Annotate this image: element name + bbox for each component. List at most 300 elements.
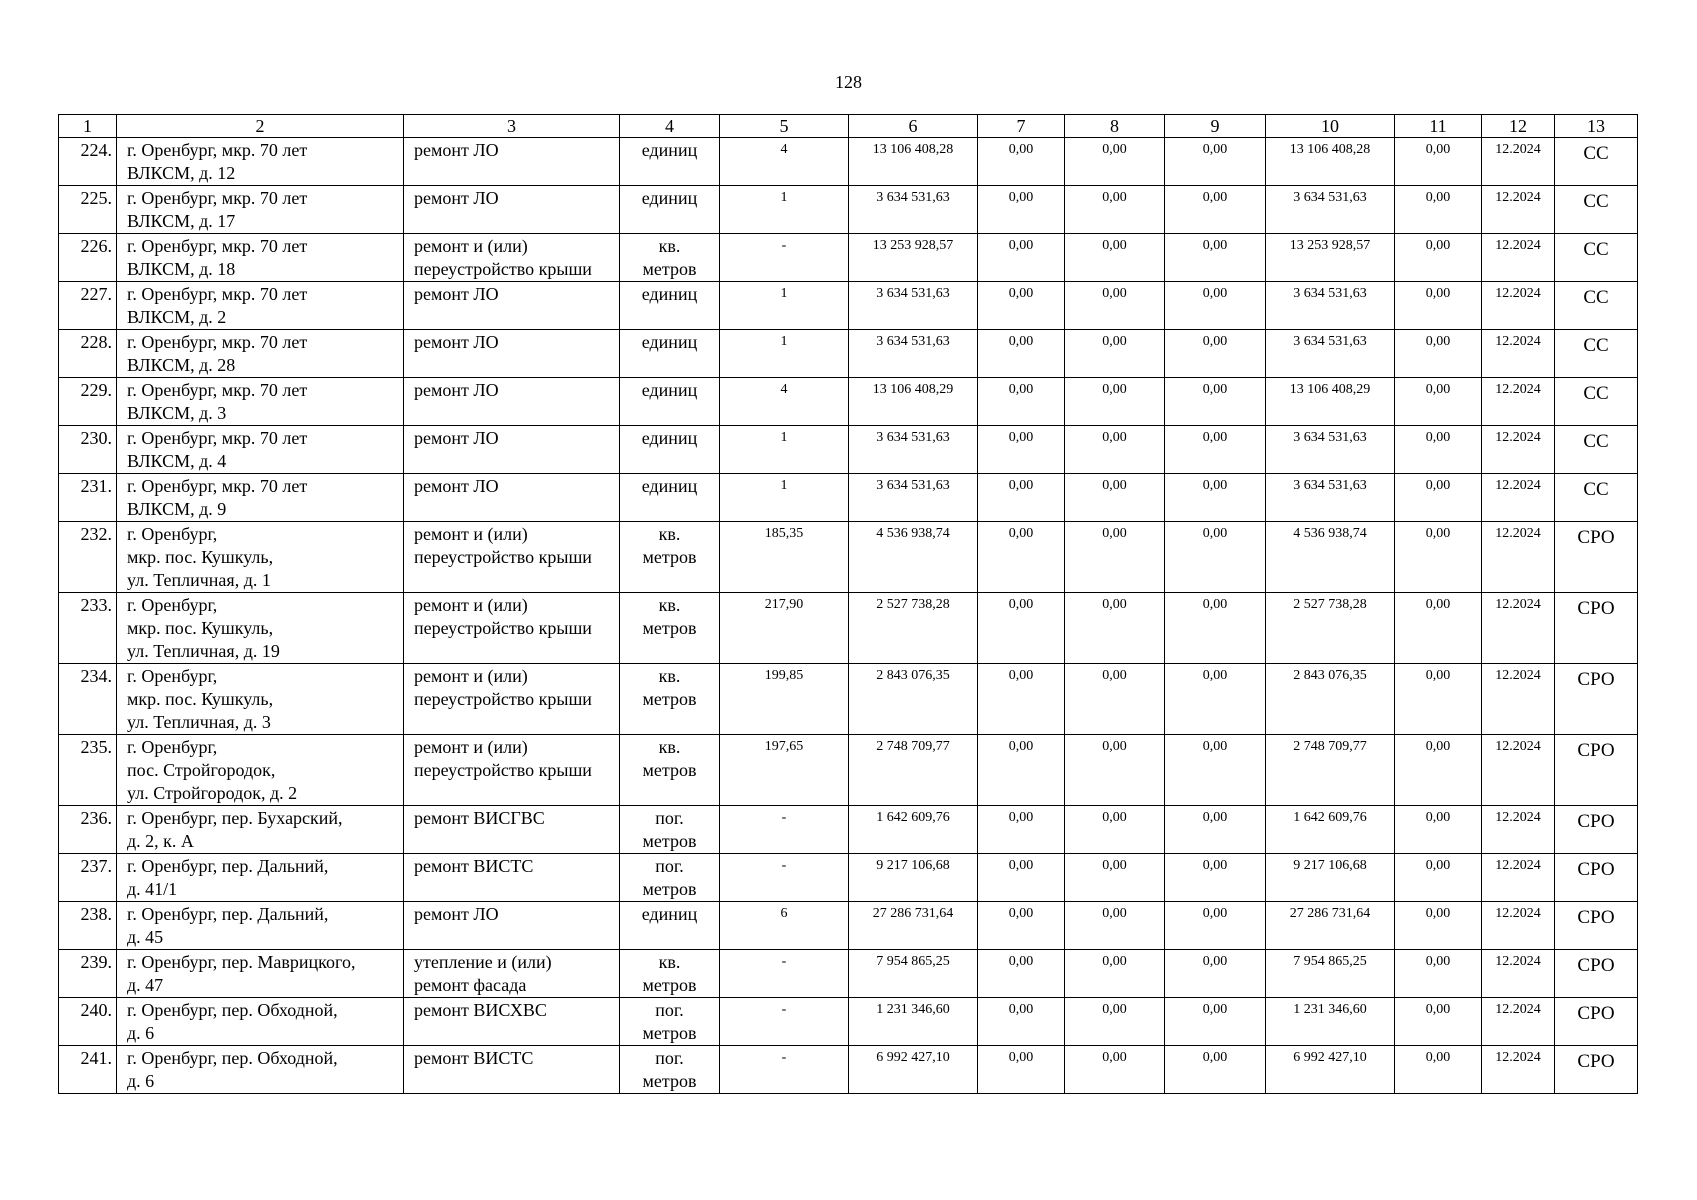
address-cell-line: г. Оренбург, мкр. 70 лет [127,332,308,352]
col11-cell: 0,00 [1395,593,1482,664]
address-cell-line: ВЛКСМ, д. 17 [127,211,236,231]
address-cell [117,593,404,664]
col11-cell: 0,00 [1395,806,1482,854]
work-type-cell-line: ремонт и (или) [414,236,528,256]
work-type-cell [404,522,620,593]
table-row [59,378,1638,426]
col8-cell: 0,00 [1065,474,1165,522]
col8-cell: 0,00 [1065,593,1165,664]
method-cell: СРО [1555,806,1638,854]
col9-cell: 0,00 [1165,902,1266,950]
work-type-cell [404,664,620,735]
deadline-cell: 12.2024 [1482,664,1555,735]
col7-cell: 0,00 [978,282,1065,330]
work-type-cell [404,902,620,950]
col9-cell: 0,00 [1165,998,1266,1046]
unit-cell-line: единиц [641,332,698,352]
col8-cell: 0,00 [1065,186,1165,234]
col10-cell: 9 217 106,68 [1266,854,1395,902]
address-cell-line: г. Оренбург, пер. Обходной, [127,1048,338,1068]
unit-cell-line: кв. [658,236,681,256]
work-type-cell-line: ремонт ЛО [414,428,499,448]
table-row [59,138,1638,186]
col11-cell: 0,00 [1395,902,1482,950]
col9-cell: 0,00 [1165,854,1266,902]
cost-cell: 3 634 531,63 [849,282,978,330]
unit-cell [620,664,720,735]
address-cell-line: г. Оренбург, [127,666,218,686]
header-cell: 4 [620,115,720,138]
method-cell: СС [1555,186,1638,234]
cost-cell: 3 634 531,63 [849,426,978,474]
table-row [59,854,1638,902]
col8-cell: 0,00 [1065,950,1165,998]
unit-cell-line: единиц [641,380,698,400]
page-number: 128 [835,72,862,92]
deadline-cell: 12.2024 [1482,330,1555,378]
address-cell-line: г. Оренбург, пер. Маврицкого, [127,952,356,972]
header-cell: 1 [59,115,117,138]
unit-cell [620,735,720,806]
work-type-cell-line: ремонт ЛО [414,380,499,400]
work-type-cell-line: ремонт и (или) [414,666,528,686]
col10-cell: 2 527 738,28 [1266,593,1395,664]
col7-cell: 0,00 [978,806,1065,854]
method-cell: СРО [1555,735,1638,806]
table-row [59,806,1638,854]
cost-cell: 13 106 408,29 [849,378,978,426]
row-number: 236. [59,806,117,854]
address-cell [117,1046,404,1094]
col8-cell: 0,00 [1065,1046,1165,1094]
address-cell-line: д. 41/1 [127,879,178,899]
method-cell: СС [1555,426,1638,474]
col11-cell: 0,00 [1395,474,1482,522]
unit-cell [620,1046,720,1094]
col11-cell: 0,00 [1395,186,1482,234]
unit-cell-line: пог. [655,808,684,828]
unit-cell [620,378,720,426]
col10-cell: 2 748 709,77 [1266,735,1395,806]
unit-cell-line: кв. [658,952,681,972]
cost-cell: 9 217 106,68 [849,854,978,902]
col8-cell: 0,00 [1065,138,1165,186]
deadline-cell: 12.2024 [1482,426,1555,474]
col11-cell: 0,00 [1395,950,1482,998]
table-row [59,735,1638,806]
col11-cell: 0,00 [1395,282,1482,330]
cost-cell: 3 634 531,63 [849,474,978,522]
address-cell-line: пос. Стройгородок, [127,760,276,780]
deadline-cell: 12.2024 [1482,378,1555,426]
col7-cell: 0,00 [978,426,1065,474]
col9-cell: 0,00 [1165,806,1266,854]
row-number: 241. [59,1046,117,1094]
method-cell: СРО [1555,998,1638,1046]
cost-cell: 13 253 928,57 [849,234,978,282]
work-type-cell [404,282,620,330]
cost-cell: 1 231 346,60 [849,998,978,1046]
address-cell-line: д. 45 [127,927,164,947]
address-cell-line: ВЛКСМ, д. 12 [127,163,236,183]
table-row [59,282,1638,330]
col7-cell: 0,00 [978,234,1065,282]
unit-cell [620,330,720,378]
quantity-cell: 1 [720,474,849,522]
unit-cell-line: кв. [658,595,681,615]
table-row [59,234,1638,282]
unit-cell-line: кв. [658,737,681,757]
quantity-cell: 4 [720,378,849,426]
cost-cell: 2 843 076,35 [849,664,978,735]
quantity-cell: 1 [720,282,849,330]
work-type-cell-line: ремонт ВИСГВС [414,808,545,828]
col10-cell: 4 536 938,74 [1266,522,1395,593]
cost-cell: 7 954 865,25 [849,950,978,998]
work-type-cell-line: ремонт ЛО [414,332,499,352]
table-row [59,186,1638,234]
address-cell-line: г. Оренбург, мкр. 70 лет [127,380,308,400]
row-number: 239. [59,950,117,998]
address-cell-line: г. Оренбург, мкр. 70 лет [127,284,308,304]
cost-cell: 3 634 531,63 [849,330,978,378]
col11-cell: 0,00 [1395,522,1482,593]
col9-cell: 0,00 [1165,186,1266,234]
method-cell: СС [1555,330,1638,378]
row-number: 226. [59,234,117,282]
unit-cell-line: единиц [641,284,698,304]
col8-cell: 0,00 [1065,234,1165,282]
col11-cell: 0,00 [1395,998,1482,1046]
address-cell [117,330,404,378]
cost-cell: 6 992 427,10 [849,1046,978,1094]
col10-cell: 3 634 531,63 [1266,474,1395,522]
unit-cell [620,282,720,330]
work-type-cell-line: ремонт фасада [414,975,527,995]
row-number: 233. [59,593,117,664]
address-cell-line: г. Оренбург, мкр. 70 лет [127,476,308,496]
address-cell-line: г. Оренбург, [127,524,218,544]
table-row [59,998,1638,1046]
unit-cell [620,902,720,950]
col9-cell: 0,00 [1165,330,1266,378]
col10-cell: 27 286 731,64 [1266,902,1395,950]
row-number: 229. [59,378,117,426]
col11-cell: 0,00 [1395,330,1482,378]
quantity-cell: - [720,998,849,1046]
deadline-cell: 12.2024 [1482,522,1555,593]
work-type-cell [404,474,620,522]
unit-cell [620,854,720,902]
unit-cell-line: единиц [641,904,698,924]
col8-cell: 0,00 [1065,282,1165,330]
address-cell-line: г. Оренбург, мкр. 70 лет [127,428,308,448]
work-type-cell [404,950,620,998]
col9-cell: 0,00 [1165,138,1266,186]
cost-cell: 2 748 709,77 [849,735,978,806]
address-cell [117,186,404,234]
method-cell: СС [1555,138,1638,186]
row-number: 238. [59,902,117,950]
table-row [59,474,1638,522]
work-type-cell [404,806,620,854]
quantity-cell: - [720,854,849,902]
unit-cell-line: единиц [641,476,698,496]
work-type-cell-line: переустройство крыши [414,259,592,279]
address-cell [117,854,404,902]
unit-cell-line: метров [642,689,697,709]
col7-cell: 0,00 [978,474,1065,522]
unit-cell [620,234,720,282]
method-cell: СС [1555,378,1638,426]
quantity-cell: 1 [720,330,849,378]
deadline-cell: 12.2024 [1482,806,1555,854]
address-cell [117,664,404,735]
deadline-cell: 12.2024 [1482,1046,1555,1094]
col10-cell: 3 634 531,63 [1266,186,1395,234]
address-cell-line: г. Оренбург, [127,737,218,757]
col8-cell: 0,00 [1065,664,1165,735]
quantity-cell: 217,90 [720,593,849,664]
deadline-cell: 12.2024 [1482,234,1555,282]
unit-cell [620,474,720,522]
header-cell: 13 [1555,115,1638,138]
row-number: 232. [59,522,117,593]
method-cell: СРО [1555,1046,1638,1094]
col7-cell: 0,00 [978,998,1065,1046]
col10-cell: 13 106 408,29 [1266,378,1395,426]
unit-cell-line: метров [642,1023,697,1043]
col11-cell: 0,00 [1395,138,1482,186]
address-cell-line: ул. Стройгородок, д. 2 [127,783,298,803]
deadline-cell: 12.2024 [1482,854,1555,902]
unit-cell-line: пог. [655,856,684,876]
address-cell-line: мкр. пос. Кушкуль, [127,689,274,709]
cost-cell: 2 527 738,28 [849,593,978,664]
row-number: 237. [59,854,117,902]
col9-cell: 0,00 [1165,950,1266,998]
deadline-cell: 12.2024 [1482,950,1555,998]
work-type-cell [404,854,620,902]
method-cell: СС [1555,234,1638,282]
unit-cell-line: единиц [641,188,698,208]
address-cell-line: мкр. пос. Кушкуль, [127,618,274,638]
header-cell: 8 [1065,115,1165,138]
address-cell-line: г. Оренбург, мкр. 70 лет [127,188,308,208]
work-type-cell [404,735,620,806]
unit-cell-line: единиц [641,140,698,160]
work-type-cell-line: ремонт и (или) [414,524,528,544]
quantity-cell: 4 [720,138,849,186]
address-cell [117,138,404,186]
address-cell-line: д. 47 [127,975,164,995]
row-number: 228. [59,330,117,378]
col10-cell: 7 954 865,25 [1266,950,1395,998]
unit-cell [620,138,720,186]
deadline-cell: 12.2024 [1482,998,1555,1046]
address-cell [117,282,404,330]
table-row [59,522,1638,593]
row-number: 227. [59,282,117,330]
col10-cell: 3 634 531,63 [1266,426,1395,474]
col10-cell: 6 992 427,10 [1266,1046,1395,1094]
address-cell-line: г. Оренбург, [127,595,218,615]
quantity-cell: - [720,806,849,854]
col9-cell: 0,00 [1165,474,1266,522]
method-cell: СС [1555,282,1638,330]
address-cell-line: ВЛКСМ, д. 18 [127,259,236,279]
col10-cell: 3 634 531,63 [1266,330,1395,378]
cost-cell: 27 286 731,64 [849,902,978,950]
col8-cell: 0,00 [1065,998,1165,1046]
header-row [59,115,1638,138]
deadline-cell: 12.2024 [1482,138,1555,186]
method-cell: СРО [1555,902,1638,950]
method-cell: СРО [1555,593,1638,664]
method-cell: СРО [1555,854,1638,902]
unit-cell-line: метров [642,618,697,638]
col7-cell: 0,00 [978,378,1065,426]
table-row [59,593,1638,664]
unit-cell-line: метров [642,547,697,567]
address-cell-line: д. 2, к. А [127,831,194,851]
unit-cell [620,806,720,854]
col7-cell: 0,00 [978,902,1065,950]
col9-cell: 0,00 [1165,522,1266,593]
cost-cell: 13 106 408,28 [849,138,978,186]
col9-cell: 0,00 [1165,735,1266,806]
address-cell-line: ВЛКСМ, д. 2 [127,307,227,327]
quantity-cell: 6 [720,902,849,950]
cost-cell: 1 642 609,76 [849,806,978,854]
col10-cell: 3 634 531,63 [1266,282,1395,330]
col7-cell: 0,00 [978,522,1065,593]
unit-cell-line: пог. [655,1000,684,1020]
address-cell-line: д. 6 [127,1071,155,1091]
deadline-cell: 12.2024 [1482,282,1555,330]
deadline-cell: 12.2024 [1482,474,1555,522]
col7-cell: 0,00 [978,138,1065,186]
address-cell-line: г. Оренбург, пер. Бухарский, [127,808,343,828]
quantity-cell: 1 [720,186,849,234]
col8-cell: 0,00 [1065,806,1165,854]
table-row [59,330,1638,378]
col8-cell: 0,00 [1065,735,1165,806]
quantity-cell: - [720,234,849,282]
address-cell-line: ул. Тепличная, д. 1 [127,570,271,590]
table-row [59,664,1638,735]
header-cell: 3 [404,115,620,138]
work-type-cell-line: ремонт ЛО [414,476,499,496]
method-cell: СРО [1555,522,1638,593]
work-type-cell-line: ремонт ВИСТС [414,856,534,876]
work-type-cell [404,138,620,186]
address-cell [117,474,404,522]
row-number: 230. [59,426,117,474]
cost-cell: 4 536 938,74 [849,522,978,593]
work-type-cell [404,234,620,282]
quantity-cell: 197,65 [720,735,849,806]
method-cell: СС [1555,474,1638,522]
address-cell [117,902,404,950]
unit-cell-line: метров [642,879,697,899]
address-cell [117,426,404,474]
col11-cell: 0,00 [1395,1046,1482,1094]
unit-cell-line: метров [642,760,697,780]
work-type-cell-line: утепление и (или) [414,952,552,972]
unit-cell-line: метров [642,975,697,995]
col9-cell: 0,00 [1165,593,1266,664]
address-cell-line: г. Оренбург, пер. Дальний, [127,904,329,924]
col11-cell: 0,00 [1395,854,1482,902]
col8-cell: 0,00 [1065,522,1165,593]
col8-cell: 0,00 [1065,902,1165,950]
work-type-cell [404,426,620,474]
method-cell: СРО [1555,664,1638,735]
header-cell: 6 [849,115,978,138]
col7-cell: 0,00 [978,735,1065,806]
table-row [59,902,1638,950]
work-type-cell-line: ремонт ЛО [414,188,499,208]
row-number: 225. [59,186,117,234]
work-type-cell-line: ремонт ВИСХВС [414,1000,547,1020]
works-table [58,114,1638,1094]
col9-cell: 0,00 [1165,1046,1266,1094]
method-cell: СРО [1555,950,1638,998]
col11-cell: 0,00 [1395,426,1482,474]
address-cell [117,806,404,854]
work-type-cell-line: ремонт ЛО [414,904,499,924]
col11-cell: 0,00 [1395,234,1482,282]
row-number: 240. [59,998,117,1046]
table-row [59,950,1638,998]
col8-cell: 0,00 [1065,330,1165,378]
work-type-cell-line: переустройство крыши [414,618,592,638]
col9-cell: 0,00 [1165,378,1266,426]
address-cell [117,735,404,806]
work-type-cell [404,330,620,378]
col9-cell: 0,00 [1165,426,1266,474]
address-cell-line: ВЛКСМ, д. 4 [127,451,227,471]
col9-cell: 0,00 [1165,234,1266,282]
work-type-cell-line: ремонт ЛО [414,140,499,160]
cost-cell: 3 634 531,63 [849,186,978,234]
header-cell: 12 [1482,115,1555,138]
header-cell: 11 [1395,115,1482,138]
table-body [59,138,1638,1094]
col11-cell: 0,00 [1395,735,1482,806]
deadline-cell: 12.2024 [1482,593,1555,664]
col7-cell: 0,00 [978,186,1065,234]
col11-cell: 0,00 [1395,378,1482,426]
work-type-cell [404,186,620,234]
work-type-cell-line: переустройство крыши [414,760,592,780]
col10-cell: 1 231 346,60 [1266,998,1395,1046]
row-number: 231. [59,474,117,522]
unit-cell-line: метров [642,1071,697,1091]
unit-cell-line: метров [642,831,697,851]
col10-cell: 13 106 408,28 [1266,138,1395,186]
col9-cell: 0,00 [1165,282,1266,330]
quantity-cell: - [720,950,849,998]
col7-cell: 0,00 [978,1046,1065,1094]
unit-cell-line: метров [642,259,697,279]
col8-cell: 0,00 [1065,854,1165,902]
header-cell: 9 [1165,115,1266,138]
address-cell-line: г. Оренбург, пер. Обходной, [127,1000,338,1020]
address-cell-line: г. Оренбург, пер. Дальний, [127,856,329,876]
address-cell-line: г. Оренбург, мкр. 70 лет [127,140,308,160]
